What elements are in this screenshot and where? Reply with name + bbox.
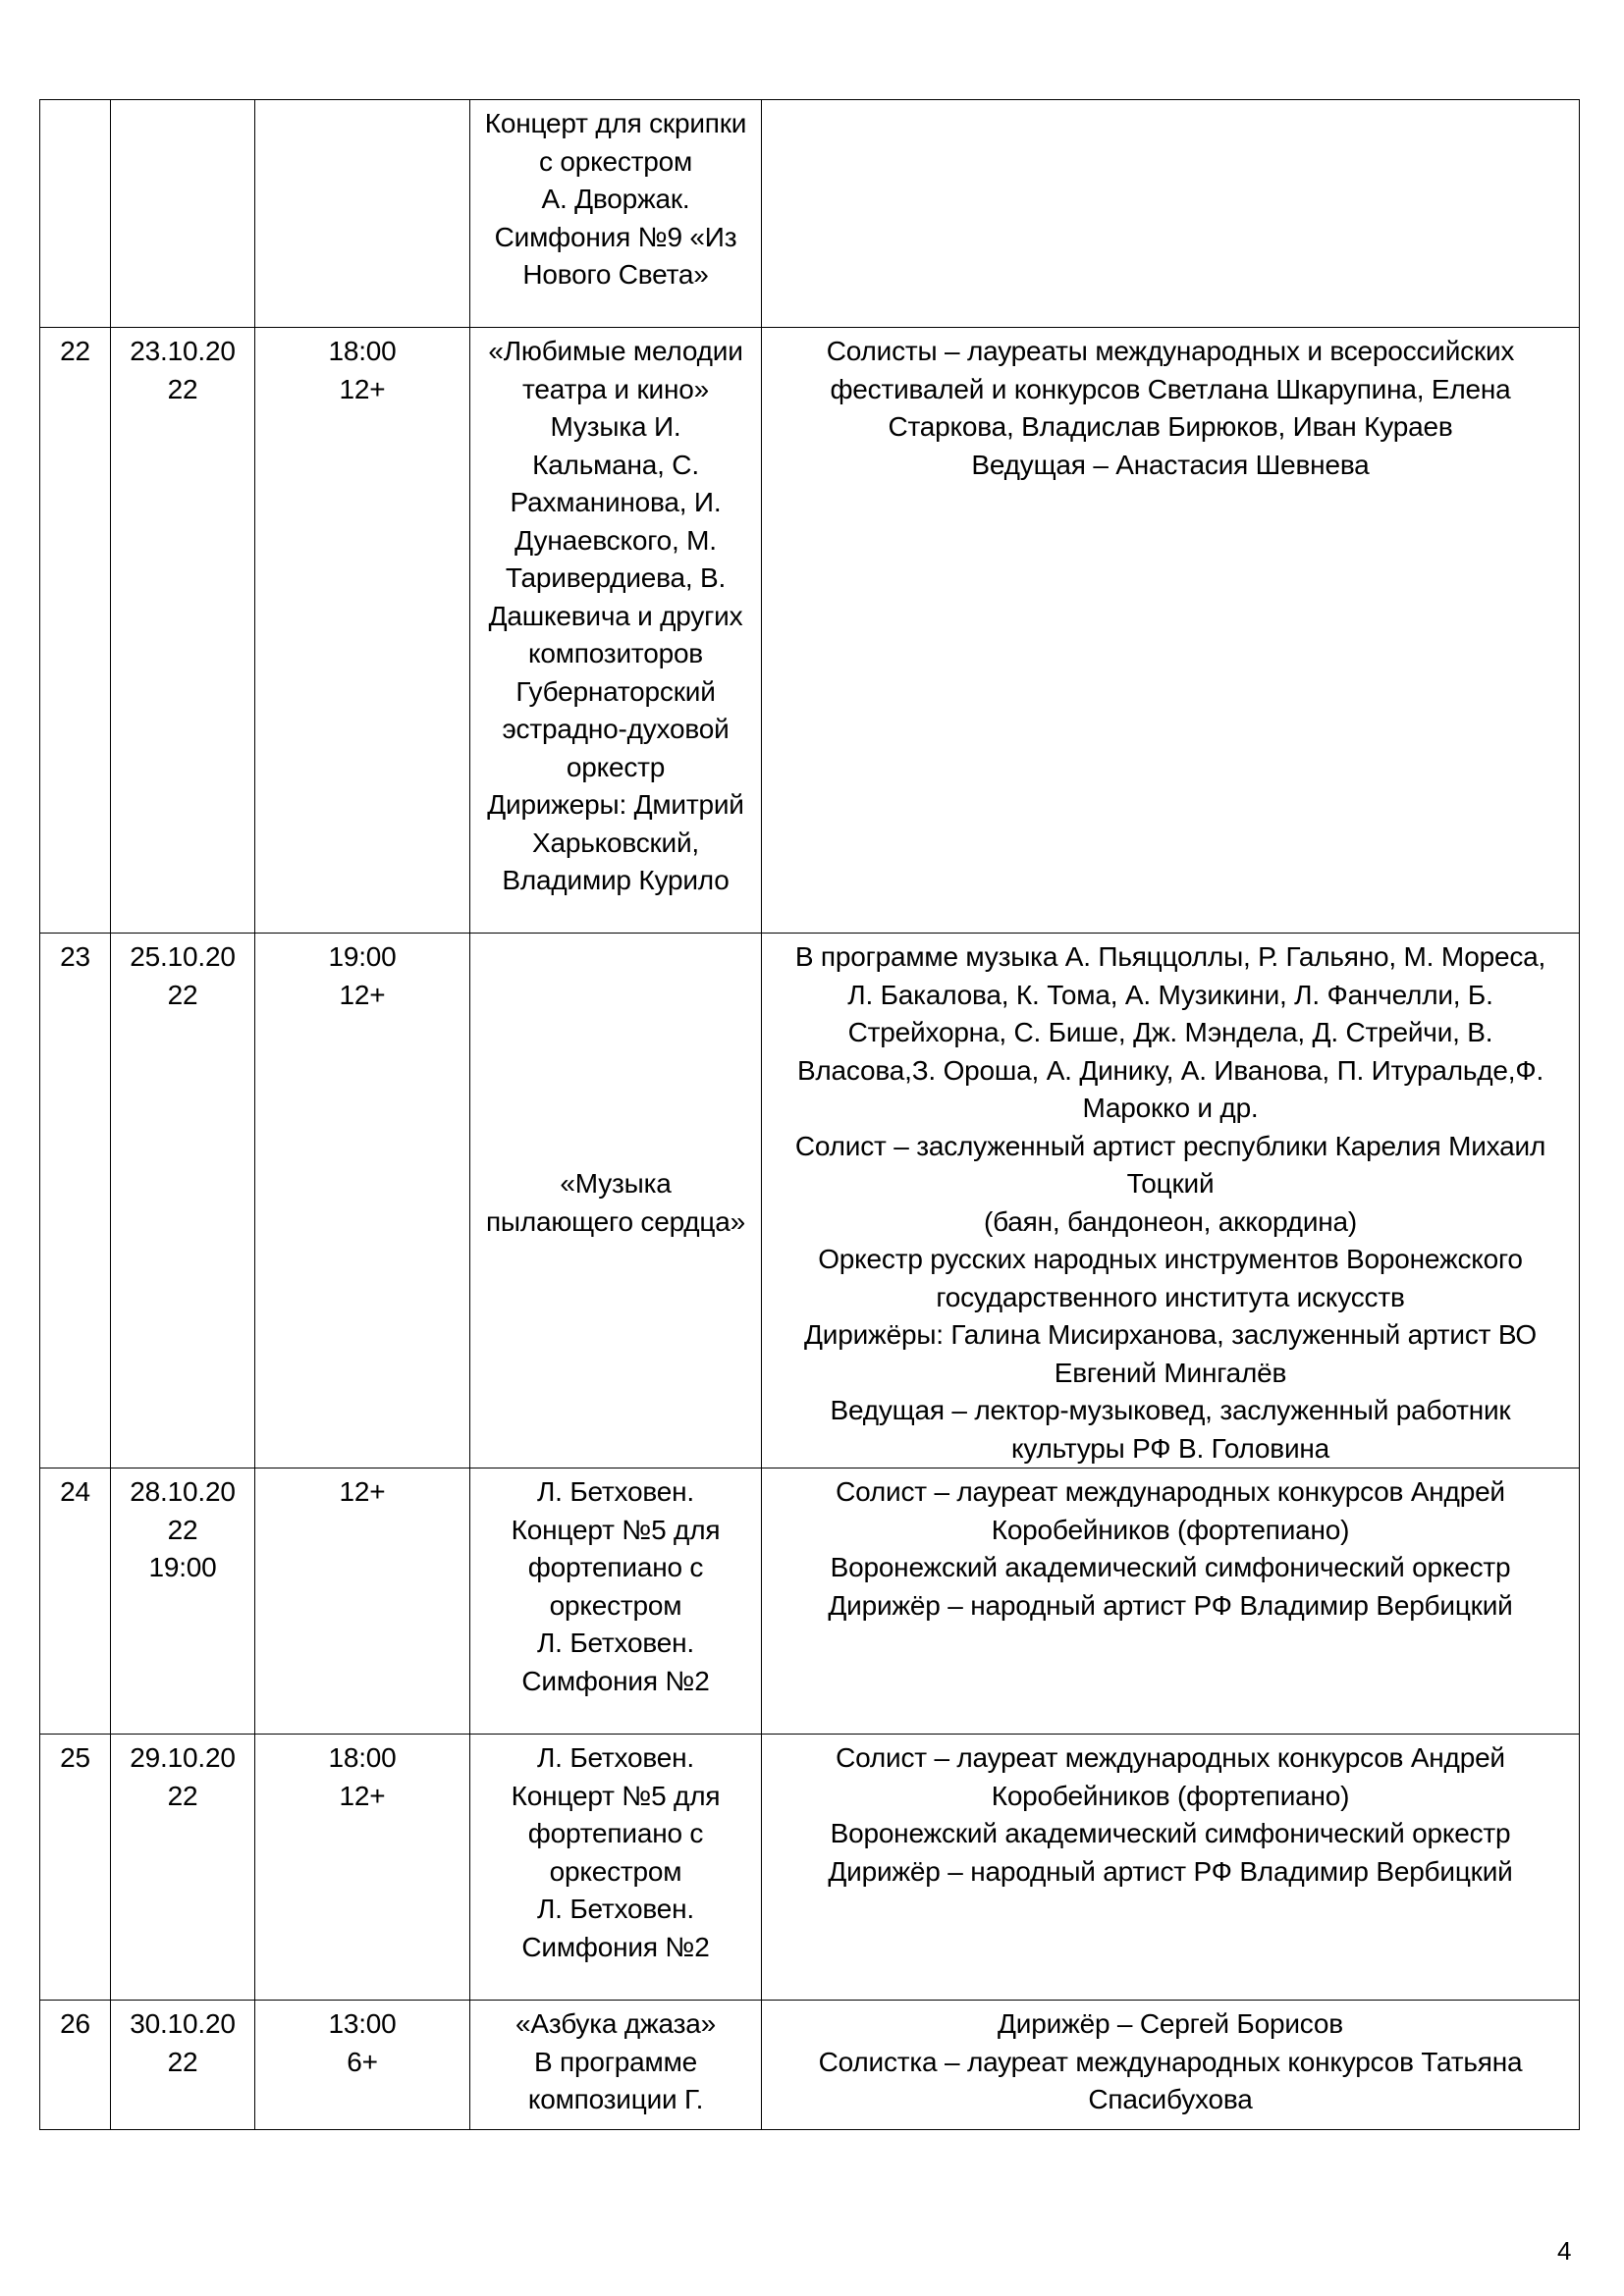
title-line: театра и кино» <box>522 373 709 404</box>
cell-time <box>255 1468 470 1735</box>
table-row <box>40 328 1580 934</box>
cell-date <box>111 1468 255 1735</box>
performers-line: Л. Бакалова, К. Тома, А. Музикини, Л. Фанчелли, Б. <box>847 979 1493 1010</box>
title-line: Дирижеры: Дмитрий <box>487 789 744 820</box>
cell-date <box>111 100 255 328</box>
table-row <box>40 1468 1580 1735</box>
performers-line: Дирижёры: Галина Мисирханова, заслуженный артист ВО <box>804 1319 1537 1350</box>
title-line: Музыка И. <box>550 411 681 442</box>
performers-line: Ведущая – лектор-музыковед, заслуженный работник <box>830 1395 1511 1425</box>
table-row <box>40 100 1580 328</box>
cell-date <box>111 934 255 1468</box>
date-line: 22 <box>167 373 198 404</box>
title-line: Кальмана, С. <box>532 449 699 480</box>
title-line: Дунаевского, М. <box>514 524 717 556</box>
title-line: оркестром <box>549 1855 682 1887</box>
time-line: 12+ <box>339 1476 386 1507</box>
date-line: 28.10.20 <box>130 1476 236 1507</box>
performers-line: Власова,З. Ороша, А. Динику, А. Иванова, П. Итуральде,Ф. <box>796 1054 1544 1086</box>
title-line: фортепиано с <box>527 1818 704 1848</box>
title-line: «Музыка <box>560 1168 672 1199</box>
cell-title <box>470 328 762 934</box>
cell-title <box>470 100 762 328</box>
title-line: А. Дворжак. <box>541 184 690 214</box>
cell-performers <box>762 2001 1580 2130</box>
date-line: 22 <box>167 2046 198 2077</box>
cell-num <box>40 100 111 328</box>
cell-time <box>255 328 470 934</box>
performers-line: Воронежский академический симфонический оркестр <box>830 1552 1511 1582</box>
cell-performers <box>762 100 1580 328</box>
title-line: Л. Бетховен. <box>536 1476 694 1507</box>
title-line: с оркестром <box>538 145 693 177</box>
title-line: Концерт №5 для <box>511 1514 721 1545</box>
title-line: оркестром <box>549 1589 682 1621</box>
time-line: 12+ <box>339 373 386 404</box>
title-line: Харьковский, <box>531 827 700 858</box>
cell-performers <box>762 1468 1580 1735</box>
date-line: 23.10.20 <box>130 336 236 366</box>
num-text: 26 <box>60 2008 90 2039</box>
cell-time <box>255 2001 470 2130</box>
cell-performers <box>762 328 1580 934</box>
title-line: Л. Бетховен. <box>536 1628 694 1658</box>
document-page <box>39 99 1579 2266</box>
cell-title <box>470 1735 762 2001</box>
cell-title <box>470 1468 762 1735</box>
title-line: Л. Бетховен. <box>536 1742 694 1773</box>
num-text: 22 <box>60 336 90 366</box>
title-line: Л. Бетховен. <box>536 1894 694 1924</box>
title-line: фортепиано с <box>527 1552 704 1582</box>
concert-program-table <box>39 99 1580 2130</box>
cell-num <box>40 1468 111 1735</box>
date-line: 19:00 <box>148 1552 217 1582</box>
title-line: Владимир Курило <box>502 865 730 895</box>
performers-line: Спасибухова <box>1088 2084 1253 2114</box>
cell-num <box>40 328 111 934</box>
cell-title <box>470 934 762 1468</box>
num-text: 25 <box>60 1742 90 1773</box>
performers-line: Тоцкий <box>1126 1168 1215 1199</box>
time-line: 6+ <box>347 2046 378 2077</box>
title-line: Концерт для скрипки <box>484 108 747 138</box>
cell-time <box>255 1735 470 2001</box>
title-line: Губернаторский <box>515 675 716 707</box>
date-line: 30.10.20 <box>130 2008 236 2039</box>
cell-title <box>470 2001 762 2130</box>
performers-line: Старкова, Владислав Бирюков, Иван Кураев <box>888 411 1453 442</box>
cell-date <box>111 2001 255 2130</box>
title-line: Дашкевича и других <box>488 600 743 631</box>
cell-performers <box>762 934 1580 1468</box>
title-line: В программе <box>534 2046 697 2077</box>
date-line: 22 <box>167 1514 198 1545</box>
time-line: 12+ <box>339 1780 386 1811</box>
page-number: 4 <box>1557 2236 1572 2266</box>
title-line: оркестр <box>566 751 666 782</box>
cell-num <box>40 1735 111 2001</box>
performers-line: Солист – лауреат международных конкурсов Андрей <box>836 1742 1505 1773</box>
table-row <box>40 934 1580 1468</box>
performers-line: Солисты – лауреаты международных и всероссийских <box>826 336 1515 366</box>
time-line: 13:00 <box>328 2008 397 2039</box>
performers-line: фестивалей и конкурсов Светлана Шкарупина, Елена <box>830 373 1511 404</box>
performers-line: Солист – заслуженный артист республики Карелия Михаил <box>794 1130 1546 1161</box>
cell-date <box>111 1735 255 2001</box>
date-line: 25.10.20 <box>130 941 236 972</box>
performers-line: Оркестр русских народных инструментов Воронежского <box>818 1244 1523 1274</box>
performers-line: Стрейхорна, С. Бише, Дж. Мэндела, Д. Стрейчи, В. <box>847 1017 1493 1047</box>
title-line: композиции Г. <box>527 2084 704 2114</box>
date-line: 22 <box>167 979 198 1010</box>
performers-line: (баян, бандонеон, аккордина) <box>983 1205 1358 1237</box>
date-line: 22 <box>167 1780 198 1811</box>
title-line: Рахманинова, И. <box>510 487 722 517</box>
cell-num <box>40 934 111 1468</box>
time-line: 12+ <box>339 979 386 1010</box>
cell-date <box>111 328 255 934</box>
performers-line: Коробейников (фортепиано) <box>991 1780 1350 1811</box>
title-line: Симфония №9 «Из <box>494 221 737 252</box>
performers-line: Дирижёр – народный артист РФ Владимир Вербицкий <box>828 1589 1513 1621</box>
performers-line: Солист – лауреат международных конкурсов Андрей <box>836 1476 1505 1507</box>
performers-line: Коробейников (фортепиано) <box>991 1514 1350 1545</box>
title-line: Нового Света» <box>522 259 709 290</box>
performers-line: государственного института искусств <box>936 1281 1405 1312</box>
cell-time <box>255 934 470 1468</box>
title-line: Симфония №2 <box>521 1665 710 1696</box>
title-line: «Азбука джаза» <box>515 2008 716 2039</box>
cell-time <box>255 100 470 328</box>
title-line: Симфония №2 <box>521 1931 710 1962</box>
performers-line: Дирижёр – Сергей Борисов <box>998 2008 1343 2039</box>
performers-line: Дирижёр – народный артист РФ Владимир Вербицкий <box>828 1855 1513 1887</box>
num-text: 24 <box>60 1476 90 1507</box>
performers-line: Солистка – лауреат международных конкурсов Татьяна <box>818 2046 1523 2077</box>
performers-line: Ведущая – Анастасия Шевнева <box>971 449 1370 480</box>
performers-line: Марокко и др. <box>1082 1093 1259 1123</box>
date-line: 29.10.20 <box>130 1742 236 1773</box>
performers-line: Воронежский академический симфонический оркестр <box>830 1818 1511 1848</box>
time-line: 18:00 <box>328 1742 397 1773</box>
performers-line: В программе музыка А. Пьяццоллы, Р. Гальяно, М. Мореса, <box>794 941 1546 972</box>
performers-line: Евгений Мингалёв <box>1054 1357 1287 1388</box>
table-row <box>40 1735 1580 2001</box>
time-line: 18:00 <box>328 336 397 366</box>
title-line: «Любимые мелодии <box>488 336 743 366</box>
time-line: 19:00 <box>328 941 397 972</box>
table-row <box>40 2001 1580 2130</box>
performers-line: культуры РФ В. Головина <box>1010 1432 1330 1464</box>
title-line: эстрадно-духовой <box>502 714 730 744</box>
title-line: Таривердиева, В. <box>505 562 727 593</box>
cell-performers <box>762 1735 1580 2001</box>
title-line: пылающего сердца» <box>485 1205 746 1237</box>
num-text: 23 <box>60 941 90 972</box>
cell-num <box>40 2001 111 2130</box>
title-line: композиторов <box>528 638 703 668</box>
title-line: Концерт №5 для <box>511 1780 721 1811</box>
